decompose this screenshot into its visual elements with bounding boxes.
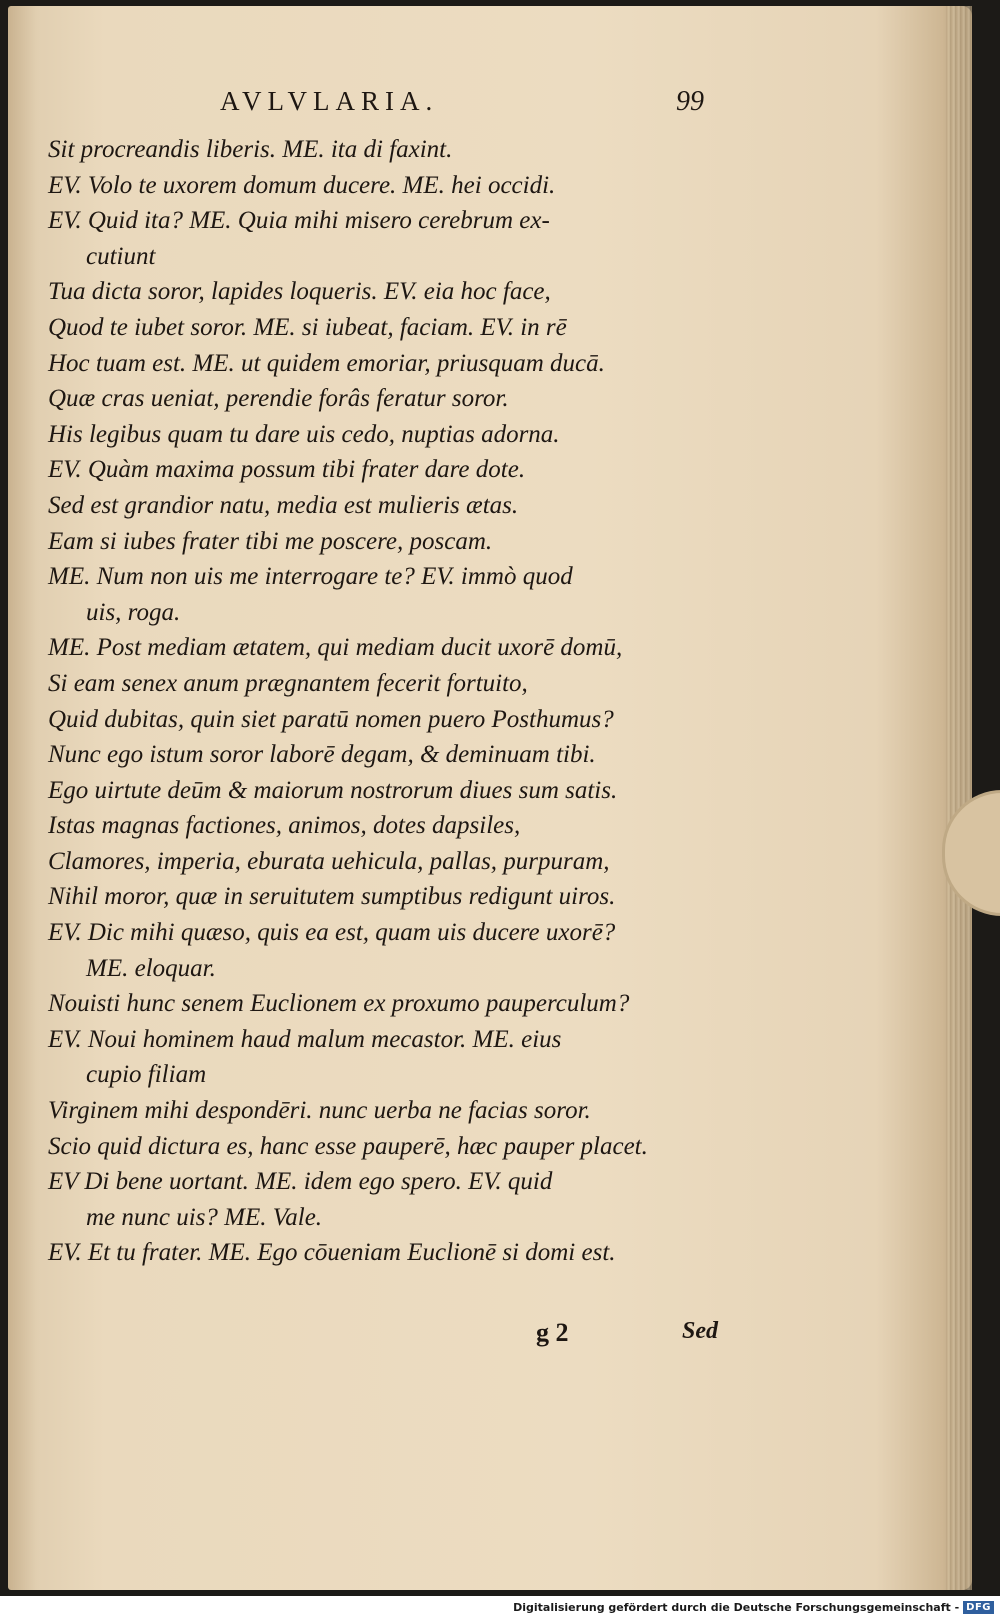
text-line: EV. Dic mihi quæso, quis ea est, quam uis ducere uxorē? xyxy=(48,919,616,947)
text-line: EV. Quàm maxima possum tibi frater dare dote. xyxy=(48,456,526,484)
text-line: EV. Noui hominem haud malum mecastor. ME. eius xyxy=(48,1025,562,1053)
text-line: Clamores, imperia, eburata uehicula, pallas, purpuram, xyxy=(48,847,610,875)
text-line: Nihil moror, quæ in seruitutem sumptibus redigunt uiros. xyxy=(48,883,616,911)
text-line: Si eam senex anum prægnantem fecerit fortuito, xyxy=(48,669,528,697)
text-line: Sed est grandior natu, media est mulieris ætas. xyxy=(48,491,519,519)
text-line: cupio filiam xyxy=(86,1061,207,1089)
text-line: EV Di bene uortant. ME. idem ego spero. EV. quid xyxy=(48,1168,553,1196)
text-line: EV. Et tu frater. ME. Ego cōueniam Euclionē si domi est. xyxy=(48,1239,616,1267)
text-line: cutiunt xyxy=(86,242,156,270)
text-line: Hoc tuam est. ME. ut quidem emoriar, priusquam ducā. xyxy=(48,349,605,377)
text-line: Sit procreandis liberis. ME. ita di faxint. xyxy=(48,136,453,163)
text-line: Nunc ego istum soror laborē degam, & deminuam tibi. xyxy=(48,741,596,769)
footer-credit xyxy=(513,1597,994,1617)
text-line: His legibus quam tu dare uis cedo, nuptias adorna. xyxy=(48,420,560,448)
text-line: Quid dubitas, quin siet paratū nomen puero Posthumus? xyxy=(48,705,614,733)
catchword: Sed xyxy=(682,1318,718,1344)
text-line: EV. Volo te uxorem domum ducere. ME. hei occidi. xyxy=(48,171,556,199)
page-edge xyxy=(946,6,972,1590)
page-number: 99 xyxy=(676,86,704,117)
text-line: ME. Num non uis me interrogare te? EV. immò quod xyxy=(48,563,573,591)
text-line: Quod te iubet soror. ME. si iubeat, faciam. EV. in rē xyxy=(48,313,567,341)
text-line: ME. eloquar. xyxy=(86,954,216,982)
text-line: EV. Quid ita? ME. Quia mihi misero cerebrum ex- xyxy=(48,207,550,235)
text-line: Quæ cras ueniat, perendie forâs feratur soror. xyxy=(48,385,509,413)
text-line: Scio quid dictura es, hanc esse pauperē, hæc pauper placet. xyxy=(48,1132,648,1160)
text-line: me nunc uis? ME. Vale. xyxy=(86,1203,323,1231)
text-line: Ego uirtute deūm & maiorum nostrorum diues sum satis. xyxy=(48,776,618,804)
text-line: Tua dicta soror, lapides loqueris. EV. eia hoc face, xyxy=(48,278,551,306)
running-head: AVLVLARIA. xyxy=(220,86,439,116)
text-line: Eam si iubes frater tibi me poscere, poscam. xyxy=(48,527,493,555)
text-line: Virginem mihi despondēri. nunc uerba ne facias soror. xyxy=(48,1097,591,1125)
text-line: uis, roga. xyxy=(86,598,181,626)
text-line: ME. Post mediam ætatem, qui mediam ducit uxorē domū, xyxy=(48,634,623,662)
dfg-logo: DFG xyxy=(963,1601,994,1614)
footer-credit-text: Digitalisierung gefördert durch die Deutsche Forschungsgemeinschaft - xyxy=(513,1600,960,1614)
text-line: Nouisti hunc senem Euclionem ex proxumo pauperculum? xyxy=(48,990,630,1018)
text-line: Istas magnas factiones, animos, dotes dapsiles, xyxy=(48,812,521,840)
text-block xyxy=(48,132,718,1271)
signature-mark: g 2 xyxy=(536,1318,569,1347)
